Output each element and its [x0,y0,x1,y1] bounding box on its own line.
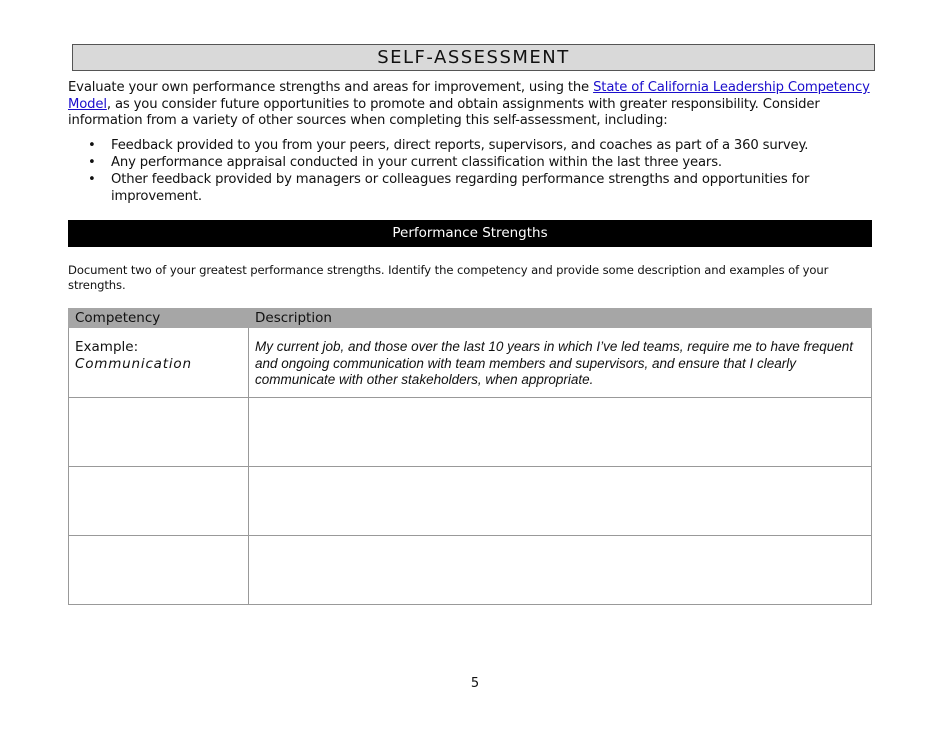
source-list [68,137,868,205]
list-item-text: Feedback provided to you from your peers, direct reports, supervisors, and coaches as part of a 360 survey. [111,138,809,153]
example-description: My current job, and those over the last 10 years in which I’ve led teams, require me to have frequent and ongoing communication with team members and supervisors, and ensure that I clearly communicate with other stakeholders, when appropriate. [249,328,872,398]
intro-text-after: , as you consider future opportunities to promote and obtain assignments with greater responsibility. Consider information from a variety of other sources when completing this self-assessment, including: [68,96,820,128]
column-header-description: Description [249,309,872,328]
strengths-table [68,308,872,605]
competency-cell[interactable] [69,398,249,467]
competency-cell[interactable] [69,467,249,536]
example-label: Example: [75,339,139,355]
page-title: SELF-ASSESSMENT [72,44,875,71]
list-item [68,137,868,154]
description-cell[interactable] [249,467,872,536]
section-header-performance-strengths: Performance Strengths [68,220,872,247]
intro-text-before: Evaluate your own performance strengths and areas for improvement, using the [68,80,594,95]
example-competency: Communication [75,356,192,372]
example-row [69,328,872,398]
table-row [69,467,872,536]
description-cell[interactable] [249,536,872,605]
list-item [68,171,868,205]
bullet-icon: • [88,138,96,153]
table-header-row [69,309,872,328]
bullet-icon: • [88,155,96,170]
section-instructions: Document two of your greatest performance strengths. Identify the competency and provide some description and examples of your strengths. [68,263,829,292]
table-row [69,536,872,605]
intro-paragraph [68,80,880,130]
competency-cell[interactable] [69,536,249,605]
list-item [68,154,868,171]
example-competency-cell [69,328,249,398]
list-item-text: Other feedback provided by managers or colleagues regarding performance strengths and opportunities for improvement. [111,172,810,204]
competency-model-link[interactable]: State of California Leadership Competency Model [68,80,870,112]
column-header-competency: Competency [69,309,249,328]
bullet-icon: • [88,172,96,187]
page-number: 5 [470,676,480,691]
description-cell[interactable] [249,398,872,467]
table-row [69,398,872,467]
list-item-text: Any performance appraisal conducted in your current classification within the last three years. [111,155,722,170]
